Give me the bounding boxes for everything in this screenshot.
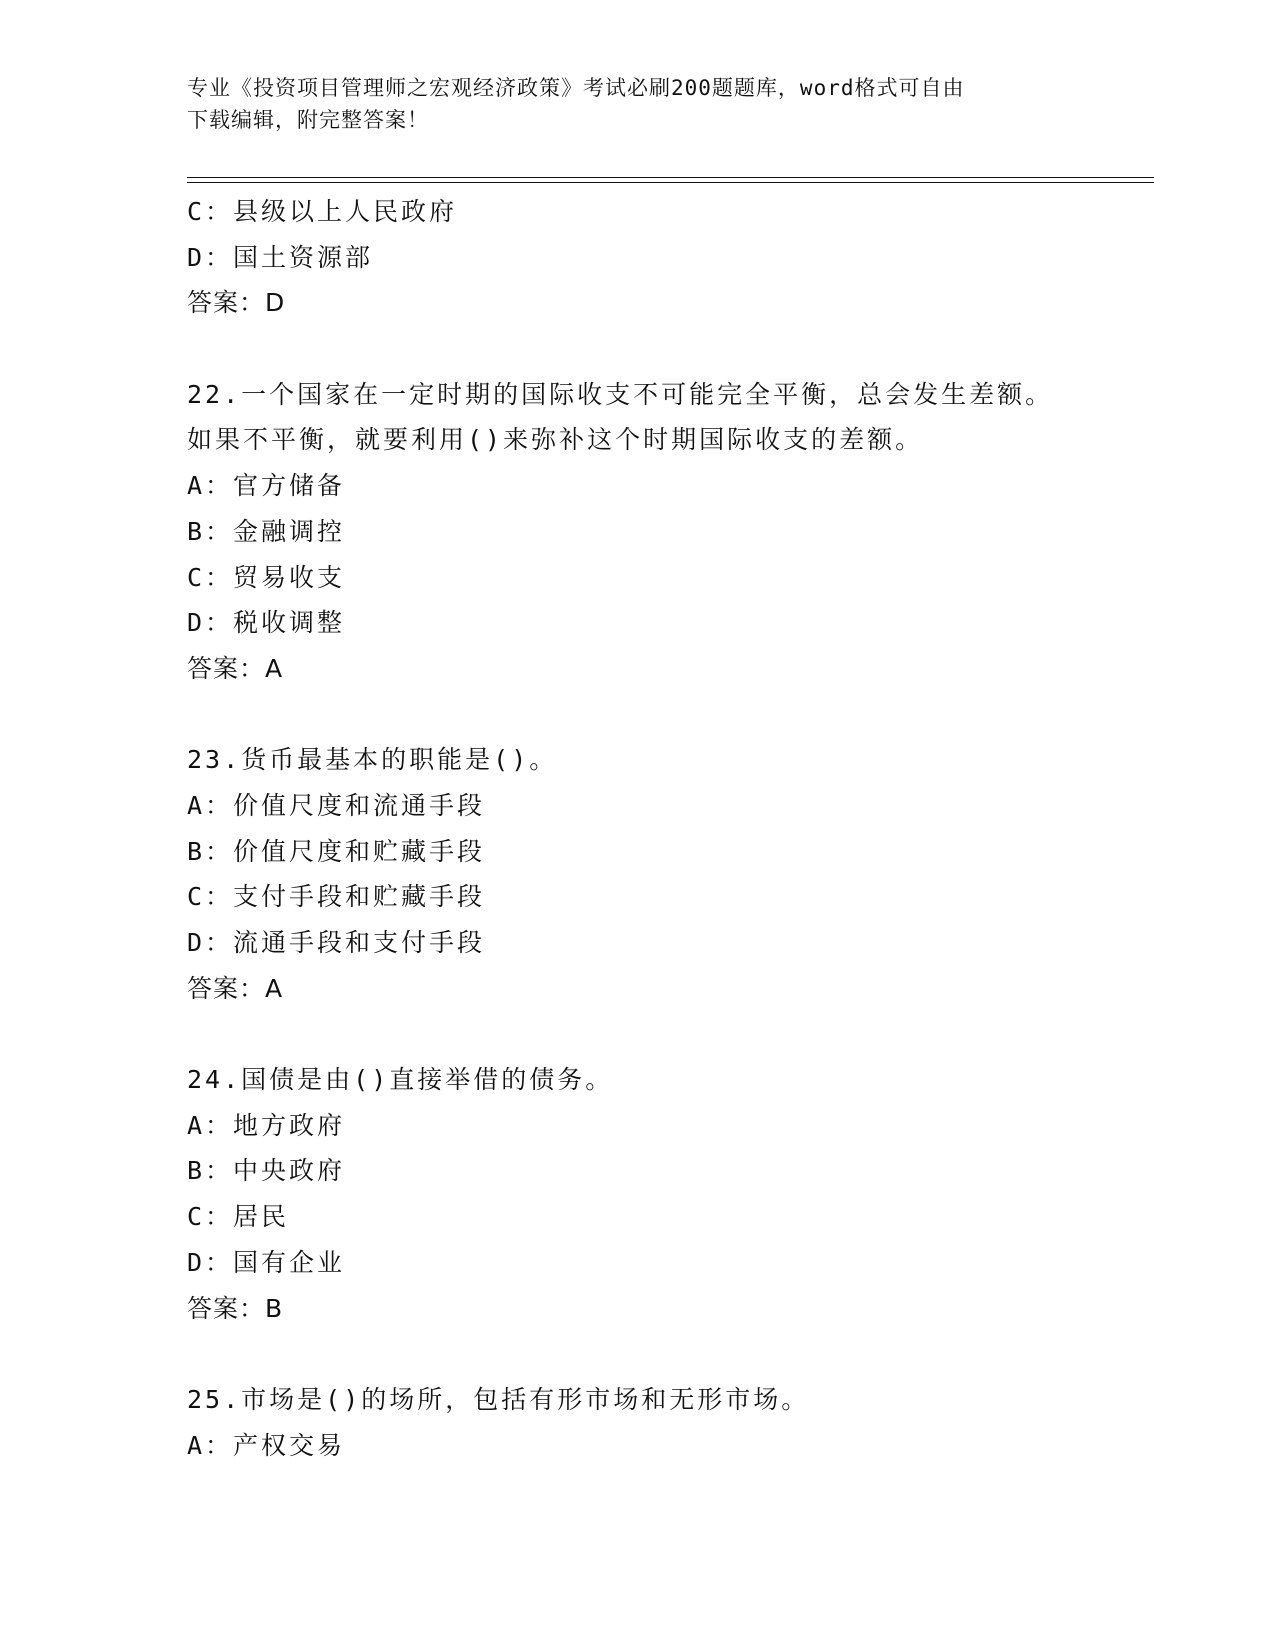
question-text: 24.国债是由()直接举借的债务。 [187,1065,614,1095]
answer-line: 答案：A [187,973,284,1003]
spacer [187,1331,1187,1377]
option-c: C：居民 [187,1202,290,1232]
option-a: A：地方政府 [187,1110,346,1140]
question-text: 如果不平衡，就要利用()来弥补这个时期国际收支的差额。 [187,425,924,455]
answer-line: 答案：B [187,1293,284,1323]
option-c: C：县级以上人民政府 [187,197,458,226]
document-header [187,72,1067,136]
option-b: B：价值尺度和贮藏手段 [187,836,486,866]
spacer [187,1011,1187,1057]
option-a: A：产权交易 [187,1430,346,1460]
question-text: 22.一个国家在一定时期的国际收支不可能完全平衡，总会发生差额。 [187,379,1054,409]
header-line-1: 专业《投资项目管理师之宏观经济政策》考试必刷200题题库，word格式可自由 [187,76,965,100]
option-d: D：国土资源部 [187,242,374,272]
question-block-24 [187,1057,1187,1331]
question-block-25 [187,1377,1187,1468]
option-a: A：价值尺度和流通手段 [187,790,486,820]
option-b: B：中央政府 [187,1156,346,1186]
answer-line: 答案：D [187,288,286,318]
question-block-23 [187,737,1187,1011]
option-c: C：支付手段和贮藏手段 [187,882,486,912]
option-b: B：金融调控 [187,516,346,546]
option-d: D：税收调整 [187,608,346,638]
question-block-22 [187,372,1187,692]
spacer [187,326,1187,372]
option-c: C：贸易收支 [187,562,346,592]
header-line-2: 下载编辑，附完整答案！ [187,108,429,132]
option-a: A：官方储备 [187,471,346,501]
option-d: D：流通手段和支付手段 [187,928,486,957]
question-text: 23.货币最基本的职能是()。 [187,745,558,775]
spacer [187,692,1187,738]
option-d: D：国有企业 [187,1247,346,1277]
question-block-21 [187,189,1187,326]
header-rule-bottom [187,182,1154,183]
header-rule-top [187,177,1154,178]
question-text: 25.市场是()的场所，包括有形市场和无形市场。 [187,1384,810,1414]
answer-line: 答案：A [187,653,284,683]
question-list [187,189,1187,1468]
